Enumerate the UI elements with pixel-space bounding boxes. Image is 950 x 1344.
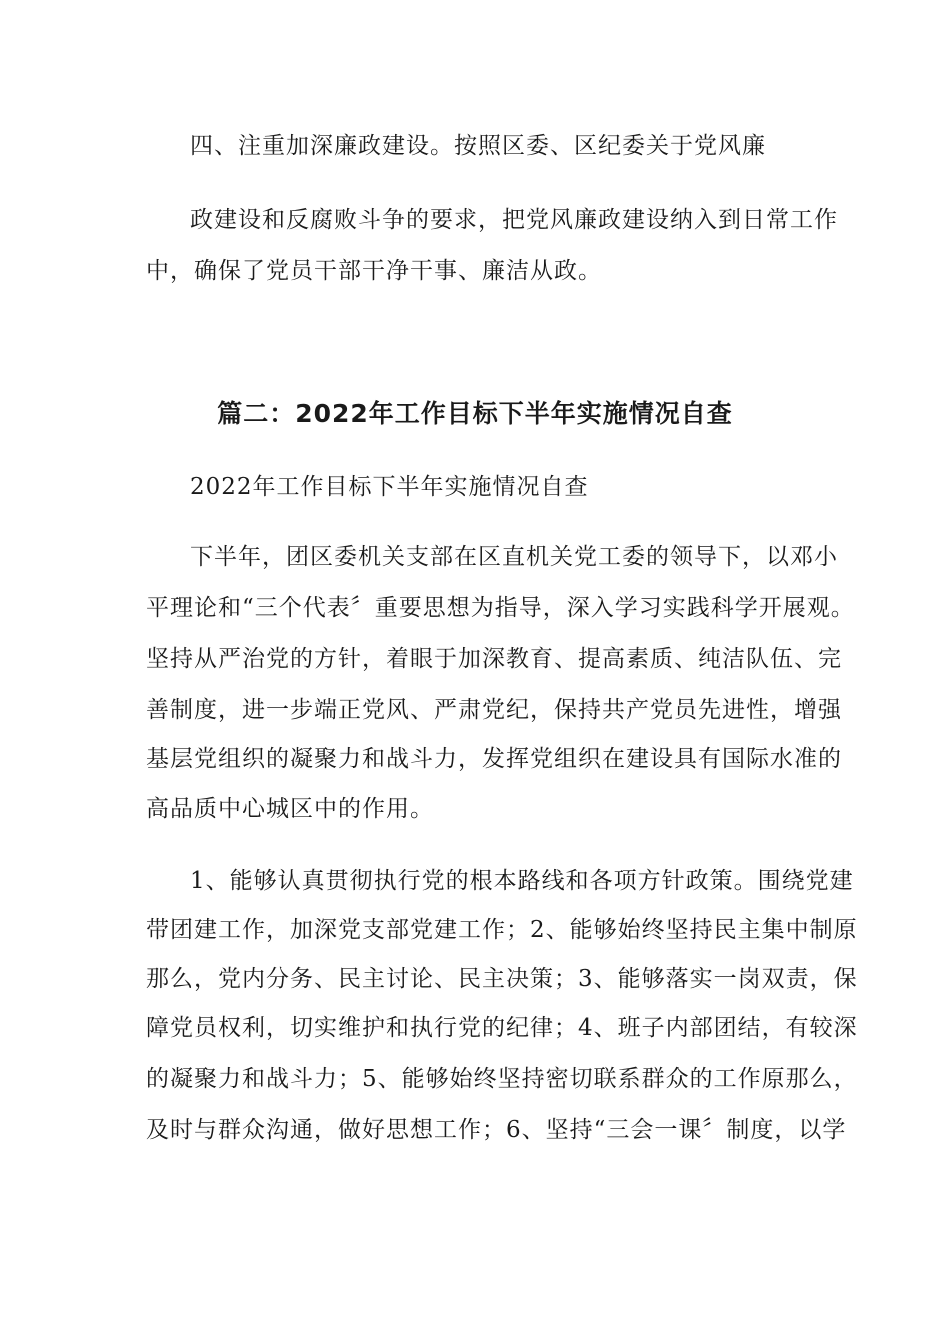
paragraph-one-line-2: 平理论和“三个代表〞重要思想为指导，深入学习实践科学开展观。 (146, 595, 855, 621)
section-four-line-2: 政建设和反腐败斗争的要求，把党风廉政建设纳入到日常工作 (190, 207, 838, 233)
paragraph-one-line-4: 善制度，进一步端正党风、严肃党纪，保持共产党员先进性，增强 (146, 697, 842, 723)
paragraph-one-line-1: 下半年，团区委机关支部在区直机关党工委的领导下，以邓小 (190, 544, 838, 570)
section-four-line-1: 四、注重加深廉政建设。按照区委、区纪委关于党风廉 (190, 133, 766, 159)
paragraph-two-line-3: 那么，党内分务、民主讨论、民主决策；3、能够落实一岗双责，保 (146, 966, 858, 992)
paragraph-one-line-6: 高品质中心城区中的作用。 (146, 796, 434, 822)
chapter-two-subtitle: 2022年工作目标下半年实施情况自查 (190, 474, 589, 500)
paragraph-one-line-3: 坚持从严治党的方针，着眼于加深教育、提高素质、纯洁队伍、完 (146, 646, 842, 672)
paragraph-two-line-5: 的凝聚力和战斗力；5、能够始终坚持密切联系群众的工作原那么， (146, 1066, 858, 1092)
paragraph-two-line-4: 障党员权利，切实维护和执行党的纪律；4、班子内部团结，有较深 (146, 1015, 858, 1041)
chapter-two-title: 篇二：2022年工作目标下半年实施情况自查 (217, 399, 733, 428)
paragraph-two-line-2: 带团建工作，加深党支部党建工作；2、能够始终坚持民主集中制原 (146, 917, 858, 943)
paragraph-two-line-1: 1、能够认真贯彻执行党的根本路线和各项方针政策。围绕党建 (190, 868, 854, 894)
paragraph-two-line-6: 及时与群众沟通，做好思想工作；6、坚持“三会一课〞制度，以学 (146, 1117, 847, 1143)
section-four-line-3: 中，确保了党员干部干净干事、廉洁从政。 (146, 258, 602, 284)
paragraph-one-line-5: 基层党组织的凝聚力和战斗力，发挥党组织在建设具有国际水准的 (146, 746, 842, 772)
